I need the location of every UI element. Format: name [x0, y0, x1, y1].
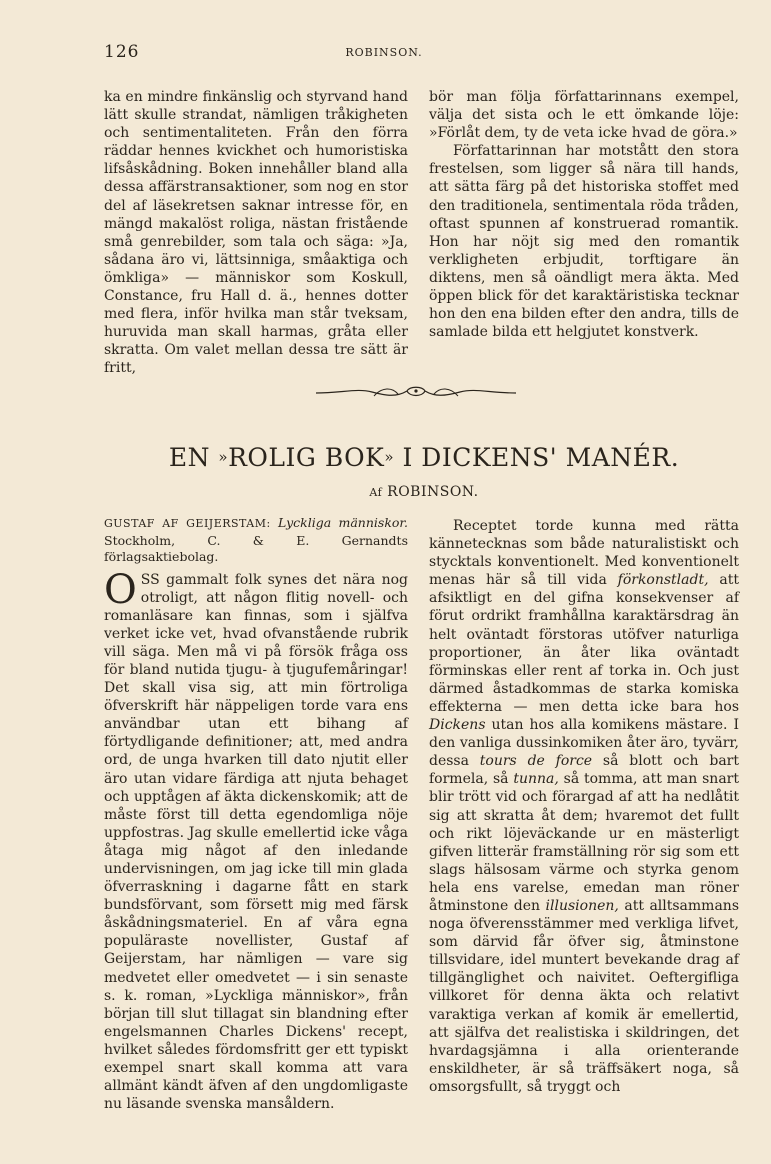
italic-run: förkonstladt,	[617, 572, 709, 589]
article-byline	[104, 484, 744, 500]
bottom-right-column	[429, 517, 739, 1096]
top-left-paragraph: ka en mindre finkänslig och styrvand hand lätt skulle strandat, nämligen tråkigheten och sentimentaliteten. Från den förra räddar hennes kvickhet och humoristiska lifsåskådning. Boken innehåller bland alla dessa affärstransaktioner, som nog en stor del af läsekretsen saknar intresse för, en mängd makalöst roliga, nästan fristående små genrebilder, som tala och säga: »Ja, sådana äro vi, lättsinniga, småaktiga och ömkliga» — människor som Koskull, Constance, fru Hall d. ä., hennes dotter med flera, inför hvilka man står tveksam, huruvida man skall harmas, gråta eller skratta. Om valet mellan dessa tre sätt är fritt,	[104, 89, 408, 377]
bottom-right-paragraph	[429, 517, 739, 1096]
opening-paragraph-text: SS gammalt folk synes det nära nog otroligt, att någon flitig novell- och romanläsare kan finnas, som i själfva verket icke vet, hvad ofvanstående rubrik vill säga. Men må vi på försök fråga oss för bland nutida tjugu- à tjugufemåringar! Det skall visa sig, att min förtroliga öfverskrift här näppeligen torde vara ens användbar utan ett bihang af förtydligande definitioner; att, med andra ord, de unga hvarken till dato njutit eller äro utan vidare färdiga att njuta behaget och upptågen af äkta dickenskomik; att de måste först till detta egendomliga nöje uppfostras. Jag skulle emellertid icke våga åtaga mig något af den inledande undervisningen, om jag icke till min glada öfverraskning i dagarne fått en stark bundsförvant, som försett mig med färsk åskådningsmateriel. En af våra egna populäraste novellister, Gustaf af Geijerstam, har nämligen — vare sig medvetet eller omedvetet — i sin senaste s. k. roman, »Lyckliga människor», från början till slut tillagat sin blandning efter engelsmannen Charles Dickens' recept, hvilket således fördomsfritt ger ett typiskt exempel snart skall komma att vara allmänt kändt äfven af den ungdomligaste nu läsande svenska mansåldern.	[104, 571, 408, 1113]
reference-title: Lyckliga människor.	[278, 515, 408, 530]
title-quote-open: »	[218, 448, 229, 466]
page-header	[104, 42, 664, 66]
decorative-ornament-icon	[312, 384, 520, 402]
byline-name: ROBINSON.	[387, 484, 479, 500]
italic-run: tours de force	[479, 753, 593, 770]
italic-run: tunna,	[513, 771, 559, 788]
drop-cap: O	[104, 566, 137, 613]
title-part-1: EN	[168, 443, 219, 472]
top-right-paragraph-2: Författarinnan har motstått den stora frestelsen, som ligger så nära till hands, att sätta färg på det historiska stoffet med den traditionela, sentimentala röda tråden, oftast spunnen af konstruerad romantik. Hon har nöjt sig med den romantik verkligheten erbjudit, torftigare än diktens, men så oändligt mera äkta. Med öppen blick för det karaktäristiska tecknar hon den ena bilden efter den andra, tills de samlade bilda ett helgjutet konstverk.	[429, 143, 739, 341]
reference-publisher: Stockholm, C. & E. Gernandts förlagsaktiebolag.	[104, 532, 408, 564]
text-run: att alltsammans noga öfverensstämmer med verkliga lifvet, som därvid får öfver sig, åtminstone tillsvidare, idel muntert bevekande drag af tillgänglighet och naivitet. Oeftergifliga villkoret för denna äkta och relativt varaktiga verkan af komik är emellertid, att själfva det realistiska i skildringen, det hvardagsjämna i alla orienterande enskildheter, är så träffsäkert noga, så omsorgsfullt, så tryggt och	[429, 897, 740, 1095]
page-number: 126	[104, 42, 140, 62]
top-right-paragraph-1: bör man följa författarinnans exempel, välja det sista och le ett ömkande löje: »Förlåt dem, ty de veta icke hvad de göra.»	[429, 89, 739, 142]
reference-author: GUSTAF AF GEIJERSTAM:	[104, 517, 271, 530]
italic-run: Dickens	[429, 717, 486, 734]
top-right-column	[429, 88, 739, 341]
opening-paragraph	[104, 566, 408, 1114]
text-run: att afsiktligt en del gifna konsekvenser af förut ordrikt framhållna karaktärsdrag än helt oväntadt förstoras utöfver naturliga proportioner, än åter lika oväntadt förminskas eller rent af torka in. Och just därmed åstadkommas de starka komiska effekterna — men detta icke bara hos	[429, 572, 739, 715]
title-part-2: ROLIG BOK	[228, 443, 385, 472]
title-part-3: I DICKENS' MANÉR.	[394, 443, 680, 472]
text-run: utan hos alla komikens mästare. I den vanliga dussinkomiken åter äro, tyvärr, dessa	[429, 717, 739, 770]
top-left-column	[104, 88, 408, 378]
italic-run: illusionen,	[545, 897, 619, 914]
title-quote-close: »	[384, 448, 395, 466]
article-title	[104, 443, 744, 472]
text-run: Receptet torde kunna med rätta kännetecknas som både naturalistiskt och stycktals konventionelt. Med konventionelt menas här så till vida	[429, 518, 739, 589]
running-head: ROBINSON.	[345, 46, 423, 59]
book-reference	[104, 515, 408, 566]
text-run: så blott och bart formela, så	[429, 753, 739, 788]
bottom-left-column	[104, 515, 408, 1113]
text-run: så tomma, att man snart blir trött vid och förargad af att ha nedlåtit sig att skratta åt dem; hvaremot det fullt och rikt löjeväckande ur en mästerligt gifven litterär framställning rör sig som ett slags hälsosam värme och styrka genom hela ens varelse, emedan man röner åtminstone den	[429, 771, 739, 914]
byline-prefix: Af	[369, 486, 383, 499]
